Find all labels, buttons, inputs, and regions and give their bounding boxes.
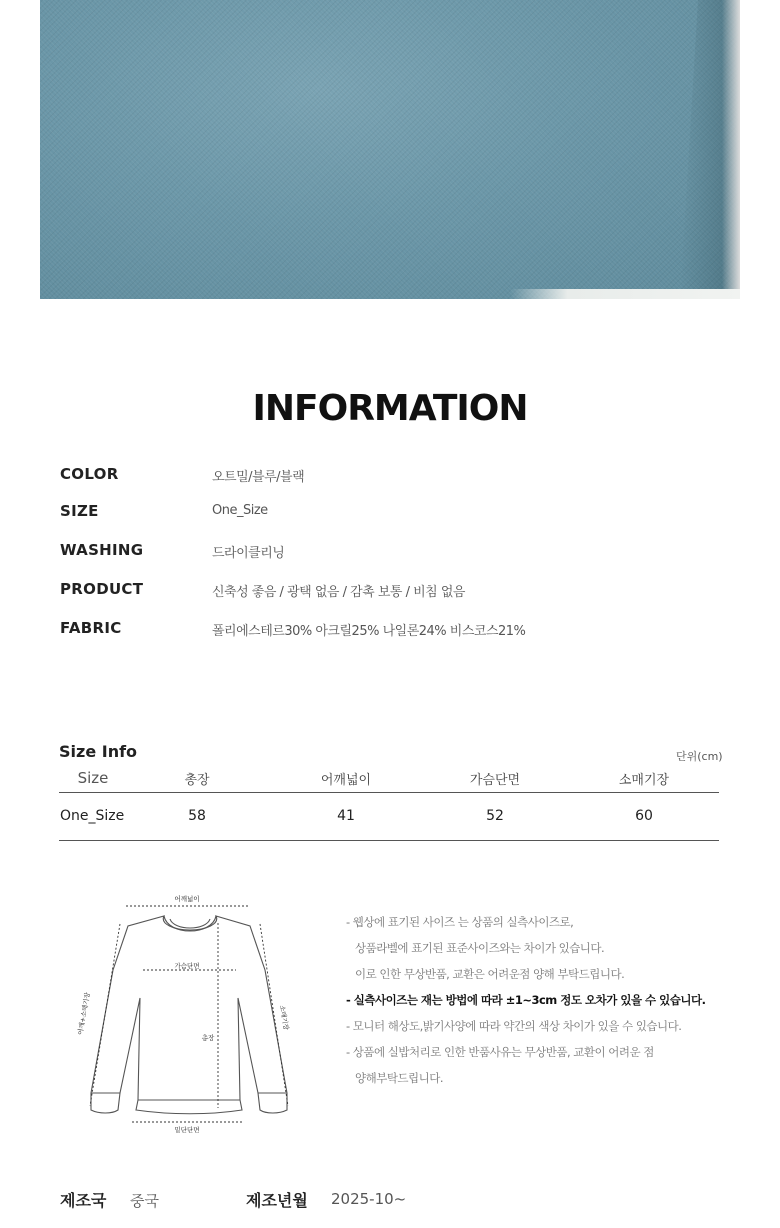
table-cell: 41 [337, 808, 355, 824]
sweater-outline-icon [91, 916, 287, 1114]
size-table [59, 766, 719, 841]
knit-texture [40, 0, 740, 299]
date-value: 2025-10~ [331, 1190, 407, 1208]
info-value: One_Size [212, 503, 268, 518]
unit-label: 단위(cm) [676, 750, 723, 763]
info-label: COLOR [60, 465, 119, 483]
info-value: 신축성 좋음 / 광택 없음 / 감촉 보통 / 비침 없음 [212, 585, 465, 600]
note-line: 상품라벨에 표기된 표준사이즈와는 차이가 있습니다. [355, 941, 605, 955]
note-line: - 모니터 해상도,밝기사양에 따라 약간의 색상 차이가 있을 수 있습니다. [346, 1019, 682, 1033]
table-cell: 60 [635, 808, 653, 824]
info-label: PRODUCT [60, 580, 144, 598]
country-value: 중국 [130, 1192, 159, 1210]
diagram-label-length: 총장 [201, 1034, 215, 1042]
header-cell: 어깨넓이 [320, 773, 372, 788]
measure-lines [90, 906, 288, 1122]
size-table-header [59, 766, 719, 793]
info-row-size [60, 502, 740, 526]
info-value: 오트밀/블루/블랙 [212, 470, 305, 485]
date-label: 제조년월 [246, 1191, 308, 1210]
info-label: FABRIC [60, 619, 122, 637]
info-label: SIZE [60, 502, 99, 520]
diagram-label-chest: 가슴단면 [174, 962, 200, 970]
diagram-label-shoulder: 어깨넓이 [174, 895, 200, 903]
manufacture-info [0, 1188, 780, 1214]
sweater-measurement-diagram [60, 888, 320, 1136]
size-notes [346, 914, 746, 1096]
product-photo [40, 0, 740, 299]
info-value: 드라이클리닝 [212, 546, 285, 561]
info-label: WASHING [60, 541, 144, 559]
size-info-title: Size Info [59, 742, 138, 761]
header-cell: 소매기장 [618, 773, 670, 788]
country-label: 제조국 [60, 1191, 107, 1210]
table-cell: 52 [486, 808, 504, 824]
info-row-fabric [60, 619, 740, 643]
info-row-color [60, 465, 740, 489]
info-value: 폴리에스테르30% 아크릴25% 나일론24% 비스코스21% [212, 624, 526, 639]
header-cell: 가슴단면 [469, 773, 521, 788]
info-row-product [60, 580, 740, 604]
note-line: - 상품에 실밥처리로 인한 반품사유는 무상반품, 교환이 어려운 점 [346, 1045, 654, 1059]
diagram-label-sleeve: 소매기장 [277, 1004, 291, 1031]
header-cell: Size [77, 769, 109, 787]
table-row [59, 793, 719, 841]
note-line: 이로 인한 무상반품, 교환은 어려운점 양해 부탁드립니다. [355, 967, 625, 981]
note-line-emphasis: - 실측사이즈는 재는 방법에 따라 ±1~3cm 정도 오차가 있을 수 있습니다. [346, 993, 706, 1007]
diagram-label-hem: 밑단단면 [174, 1126, 200, 1134]
note-line: - 웹상에 표기된 사이즈 는 상품의 실측사이즈로, [346, 915, 574, 929]
diagram-label-shoulder-sleeve: 어깨+소매기장 [76, 991, 92, 1036]
information-title: INFORMATION [252, 388, 528, 429]
header-cell: 총장 [184, 773, 210, 788]
note-line: 양해부탁드립니다. [355, 1071, 444, 1085]
table-cell: One_Size [60, 808, 125, 824]
table-cell: 58 [188, 808, 206, 824]
sweater-hem [510, 289, 740, 299]
info-row-washing [60, 541, 740, 565]
